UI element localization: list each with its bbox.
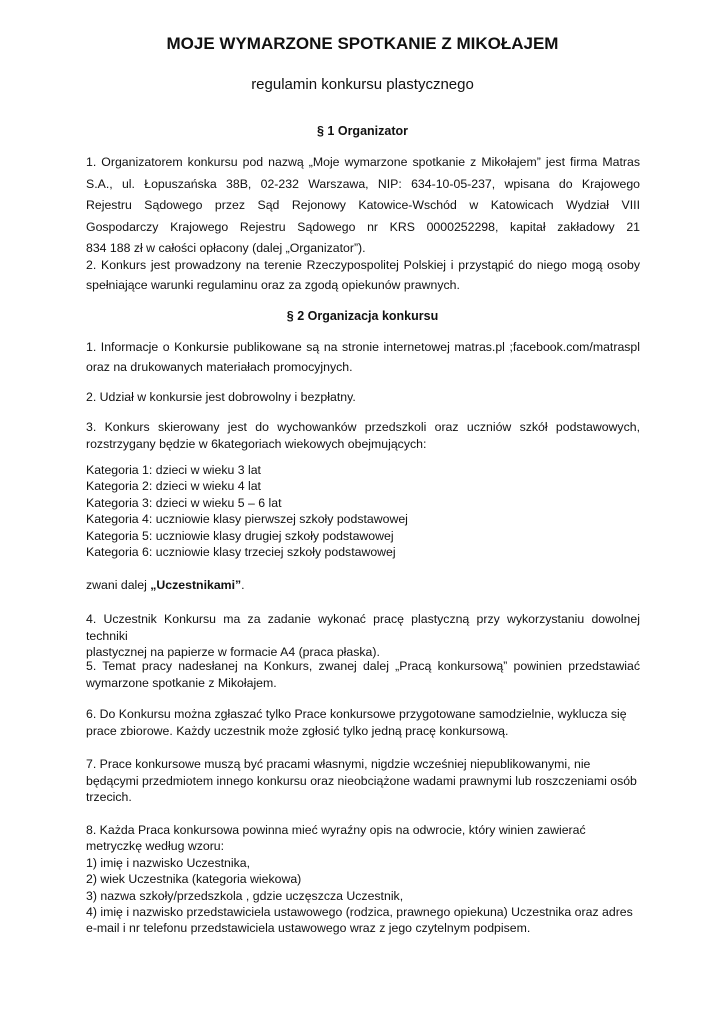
- section-heading: § 1 Organizator: [317, 124, 408, 138]
- text: zwani dalej: [86, 578, 151, 592]
- paragraph: [86, 658, 640, 691]
- text-line: Rejestru Sądowego przez Sąd Rejonowy Katowice-Wschód w Katowicach Wydział VIII: [86, 198, 640, 212]
- paragraph: [86, 387, 640, 407]
- text-line: prace zbiorowe. Każdy uczestnik może zgłosić tylko jedną pracę konkursową.: [86, 723, 509, 738]
- paragraph: [86, 462, 640, 560]
- text-line: wymarzone spotkanie z Mikołajem.: [86, 675, 277, 690]
- paragraph: [86, 756, 640, 806]
- text-line: oraz na drukowanych materiałach promocyjnych.: [86, 360, 353, 374]
- paragraph: [86, 337, 640, 377]
- text-line: 6. Do Konkursu można zgłaszać tylko Prace konkursowe przygotowane samodzielnie, wyklucza się: [86, 707, 627, 721]
- text-line: 4) imię i nazwisko przedstawiciela ustawowego (rodzica, prawnego opiekuna) Uczestnika oraz adres: [86, 905, 633, 920]
- document-subtitle: regulamin konkursu plastycznego: [251, 76, 474, 93]
- document-title: MOJE WYMARZONE SPOTKANIE Z MIKOŁAJEM: [166, 34, 559, 53]
- text-line: 2) wiek Uczestnika (kategoria wiekowa): [86, 872, 302, 887]
- bold-term: „Uczestnikami”: [150, 578, 242, 592]
- text-line: 5. Temat pracy nadesłanej na Konkurs, zwanej dalej „Pracą konkursową” powinien przedstawiać: [86, 659, 640, 673]
- paragraph: [86, 822, 640, 937]
- text-line: 2. Konkurs jest prowadzony na terenie Rzeczypospolitej Polskiej i przystąpić do niego mogą osoby: [86, 258, 640, 272]
- text-line: Kategoria 3: dzieci w wieku 5 – 6 lat: [86, 495, 282, 510]
- text-line: Kategoria 4: uczniowie klasy pierwszej szkoły podstawowej: [86, 512, 408, 527]
- paragraph: [86, 419, 640, 452]
- text-line: spełniające warunki regulaminu oraz za zgodą opiekunów prawnych.: [86, 278, 460, 292]
- section-heading: § 2 Organizacja konkursu: [286, 309, 439, 323]
- text-line: [86, 577, 640, 594]
- text-line: 3) nazwa szkoły/przedszkola , gdzie uczęszcza Uczestnik,: [86, 888, 404, 903]
- text-line: 1. Informacje o Konkursie publikowane są na stronie internetowej matras.pl ;facebook.com/matraspl: [86, 340, 640, 354]
- text-line: Kategoria 2: dzieci w wieku 4 lat: [86, 479, 261, 494]
- paragraph: [86, 577, 640, 594]
- text-line: 3. Konkurs skierowany jest do wychowanków przedszkoli oraz uczniów szkół podstawowych,: [86, 420, 640, 434]
- paragraph: [86, 152, 640, 260]
- text-line: będącymi przedmiotem innego konkursu oraz nieobciążone wadami prawnymi lub roszczeniami osób: [86, 773, 637, 788]
- text: .: [241, 578, 245, 592]
- text-line: Kategoria 6: uczniowie klasy trzeciej szkoły podstawowej: [86, 545, 396, 560]
- text-line: 2. Udział w konkursie jest dobrowolny i bezpłatny.: [86, 390, 356, 404]
- text-line: plastycznej na papierze w formacie A4 (praca płaska).: [86, 645, 380, 659]
- text-line: Kategoria 1: dzieci w wieku 3 lat: [86, 463, 261, 477]
- text-line: 1) imię i nazwisko Uczestnika,: [86, 855, 251, 870]
- text-line: metryczkę według wzoru:: [86, 839, 225, 854]
- text-line: 7. Prace konkursowe muszą być pracami własnymi, nigdzie wcześniej niepublikowanymi, nie: [86, 757, 591, 771]
- text-line: 834 188 zł w całości opłacony (dalej „Organizator”).: [86, 241, 366, 255]
- paragraph: [86, 611, 640, 661]
- text-line: e-mail i nr telefonu przedstawiciela ustawowego wraz z jego czytelnym podpisem.: [86, 921, 531, 936]
- text-line: Gospodarczy Krajowego Rejestru Sądowego nr KRS 0000252298, kapitał zakładowy 21: [86, 219, 640, 234]
- text-line: S.A., ul. Łopuszańska 38B, 02-232 Warszawa, NIP: 634-10-05-237, wpisana do Krajowego: [86, 176, 640, 191]
- text-line: 4. Uczestnik Konkursu ma za zadanie wykonać pracę plastyczną przy wykorzystaniu dowolnej techniki: [86, 612, 640, 643]
- text-line: Kategoria 5: uczniowie klasy drugiej szkoły podstawowej: [86, 528, 394, 543]
- text-line: rozstrzygany będzie w 6kategoriach wiekowych obejmujących:: [86, 436, 427, 451]
- text-line: 8. Każda Praca konkursowa powinna mieć wyraźny opis na odwrocie, który winien zawierać: [86, 823, 586, 837]
- paragraph: [86, 706, 640, 739]
- text-line: 1. Organizatorem konkursu pod nazwą „Moje wymarzone spotkanie z Mikołajem” jest firma Matras: [86, 155, 640, 169]
- text-line: trzecich.: [86, 790, 132, 804]
- paragraph: [86, 255, 640, 295]
